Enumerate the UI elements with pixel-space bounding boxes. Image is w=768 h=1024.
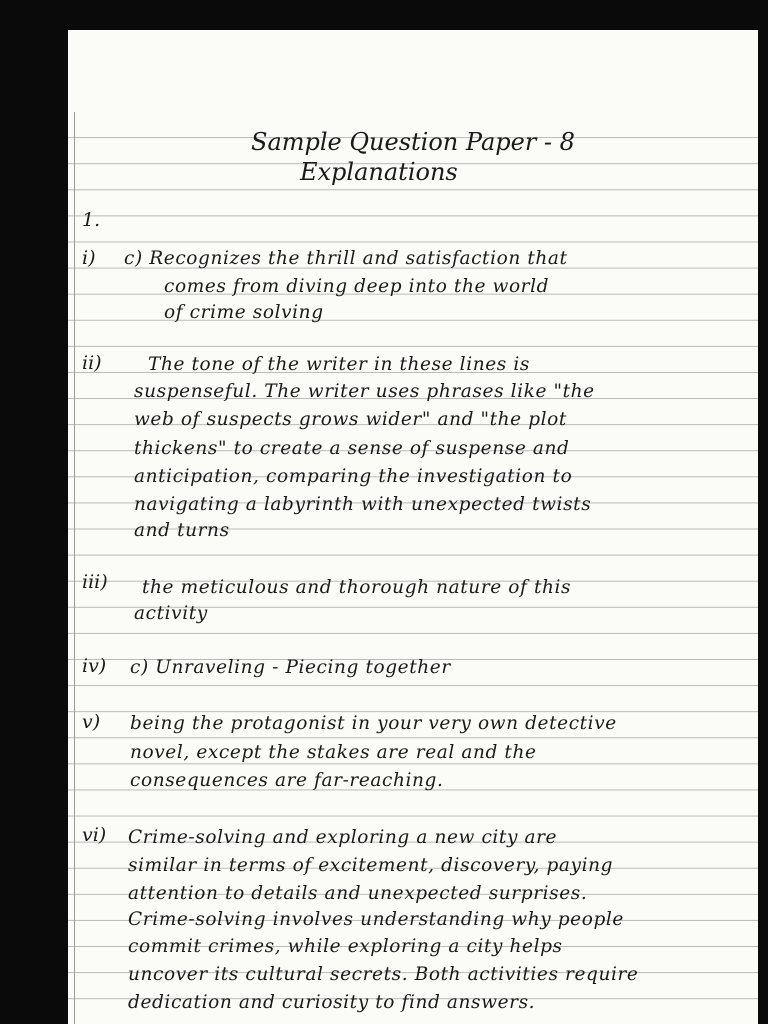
answer-line: novel, except the stakes are real and the	[130, 742, 537, 763]
answer-line: being the protagonist in your very own detective	[130, 713, 617, 734]
answer-line: anticipation, comparing the investigation to	[134, 466, 573, 487]
answer-line: dedication and curiosity to find answers.	[128, 992, 536, 1013]
page-title: Sample Question Paper - 8	[251, 128, 575, 156]
answer-line: similar in terms of excitement, discovery, paying	[128, 855, 614, 876]
answer-line: Crime-solving and exploring a new city are	[128, 827, 558, 848]
question-number: 1.	[82, 209, 101, 231]
scan-border-top	[0, 0, 768, 30]
answer-line: The tone of the writer in these lines is	[148, 354, 530, 375]
answer-line: uncover its cultural secrets. Both activities require	[128, 964, 639, 985]
page-subtitle: Explanations	[300, 158, 458, 186]
answer-label: vi)	[82, 824, 107, 846]
answer-line: commit crimes, while exploring a city helps	[128, 936, 563, 957]
scan-border-left	[0, 0, 68, 1024]
scan-border-right	[758, 0, 768, 1024]
answer-line: attention to details and unexpected surprises.	[128, 883, 588, 904]
answer-line: the meticulous and thorough nature of this	[142, 577, 572, 598]
answer-line: thickens" to create a sense of suspense and	[134, 438, 570, 459]
answer-line: web of suspects grows wider" and "the plot	[134, 409, 567, 430]
answer-line: Crime-solving involves understanding why people	[128, 909, 624, 930]
answer-line: suspenseful. The writer uses phrases like "the	[134, 381, 595, 402]
answer-label: v)	[82, 711, 101, 733]
answer-line: navigating a labyrinth with unexpected twists	[134, 494, 592, 515]
answer-label: i)	[82, 247, 96, 269]
answer-line: and turns	[134, 520, 230, 541]
answer-line: of crime solving	[164, 302, 324, 323]
answer-line: c) Unraveling - Piecing together	[130, 657, 451, 678]
answer-line: activity	[134, 603, 208, 624]
answer-line: comes from diving deep into the world	[164, 276, 550, 297]
answer-label: iv)	[82, 655, 107, 677]
answer-line: c) Recognizes the thrill and satisfaction that	[124, 248, 568, 269]
margin-line	[74, 112, 75, 1024]
answer-label: iii)	[82, 571, 108, 593]
notebook-page	[68, 30, 758, 1024]
answer-line: consequences are far-reaching.	[130, 770, 444, 791]
answer-label: ii)	[82, 352, 102, 374]
